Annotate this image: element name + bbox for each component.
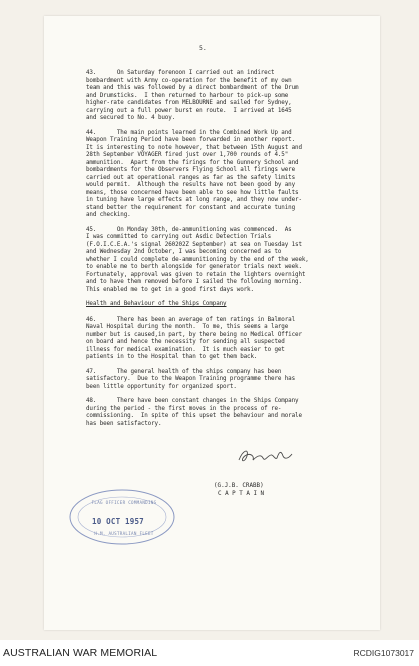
- signature-block: [214, 483, 324, 498]
- signatory-rank: C A P T A I N: [218, 490, 265, 497]
- section-heading: Health and Behaviour of the Ships Company: [86, 301, 227, 307]
- footer-source: AUSTRALIAN WAR MEMORIAL: [3, 647, 158, 659]
- paragraph-46: 46. There has been an average of ten ratings in Balmoral Naval Hospital during the month. To me, this seems a large number but is caused,in part, by there being no Medical Officer on board and hence the necessity for sending all suspected illness for medical examination. It is much easier to get patients in to the Hospital than to get them back.: [86, 316, 302, 360]
- stamp-date: 10 OCT 1957: [92, 517, 144, 526]
- footer-record-id: RCDIG1073017: [353, 648, 414, 658]
- paragraph-45: 45. On Monday 30th, de-ammunitioning was commenced. As I was committed to carrying out Asdic Detection Trials (F.O.I.C.E.A.'s signal 260202Z September) at sea on Tuesday 1st and Wednesday 2nd October, I was becoming concerned as to whether I could complete de-ammunitioning by the end of the week, to enable me to berth alongside for generator trials next week. Fortunately, approval was given to retain the lighters overnight and to have them removed before I sailed the following morning. This enabled me to get in a good first days work.: [86, 226, 309, 293]
- document-body: [86, 70, 358, 435]
- stamp-bottom-text: H.M. AUSTRALIAN FLEET: [94, 531, 154, 536]
- page-number: 5.: [199, 44, 207, 52]
- paragraph-48: 48. There have been constant changes in the Ships Company during the period - the first moves in the process of re- commissioning. In spite of this upset the behaviour and morale has been satisfactory.: [86, 398, 302, 427]
- paragraph-47: 47. The general health of the ships company has been satisfactory. Due to the Weapon Training programme there has been little opportunity for organized sport.: [86, 368, 296, 390]
- handwritten-signature: [235, 442, 295, 468]
- paragraph-44: 44. The main points learned in the Combined Work Up and Weapon Training Period have been forwarded in another report. It is interesting to note however, that between 15th August and 28th September VOYAGER fired just over 1,700 rounds of 4.5" ammunition. Apart from the firings for the Gunnery School and bombardments for the Observers Flying School all firings were carried out at operational ranges as far as the safety limits would permit. Although the results have not been good by any means, those concerned have been able to see how little faults in tuning have large effects at long range, and they now under- stand better the requirement for constant and accurate tuning and checking.: [86, 129, 302, 218]
- signatory-name: (G.J.B. CRABB): [214, 483, 264, 489]
- paragraph-43: 43. On Saturday forenoon I carried out an indirect bombardment with Army co-operation for the benefit of my own team and this was followed by a direct bombardment of the Drum and Drumsticks. I then returned to harbour to pick-up some higher-rate candidates from MELBOURNE and sailed for Sydney, carrying out a full power burst en route. I arrived at 1645 and secured to No. 4 buoy.: [86, 70, 299, 121]
- stamp-top-text: FLAG OFFICER COMMANDING: [91, 500, 157, 505]
